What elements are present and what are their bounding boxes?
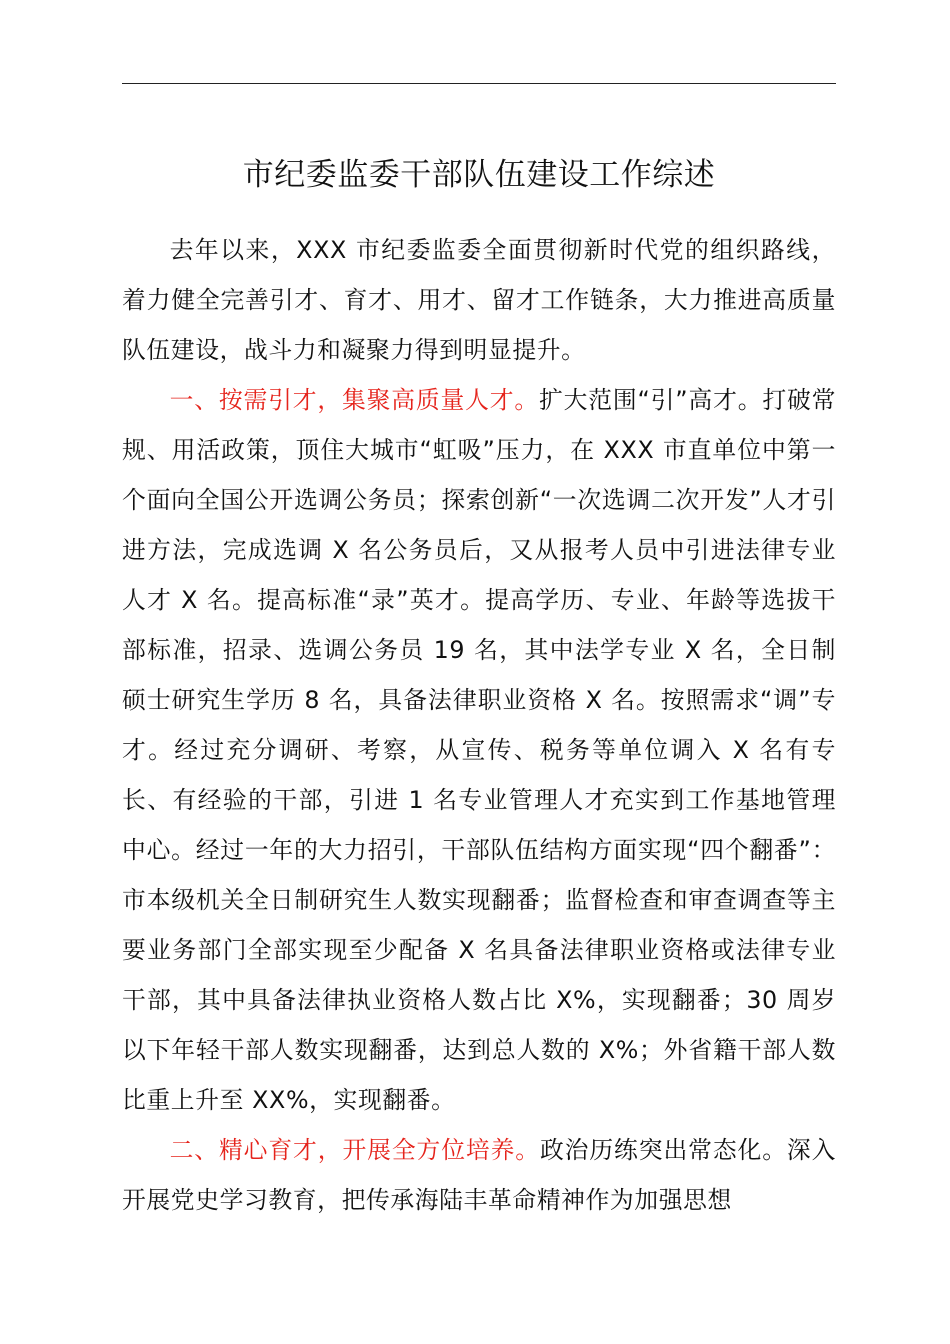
section-2-text: 政治历练突出常态化。深入开展党史学习教育，把传承海陆丰革命精神作为加强思想 xyxy=(122,1136,836,1214)
document-body xyxy=(122,225,836,1225)
intro-paragraph xyxy=(122,225,836,375)
paragraph-text: 去年以来，XXX 市纪委监委全面贯彻新时代党的组织路线，着力健全完善引才、育才、用才、留才工作链条，大力推进高质量队伍建设，战斗力和凝聚力得到明显提升。 xyxy=(122,236,836,364)
section-1-text: 扩大范围“引”高才。打破常规、用活政策，顶住大城市“虹吸”压力，在 XXX 市直单位中第一个面向全国公开选调公务员；探索创新“一次选调二次开发”人才引进方法，完成选调 X 名公务员后，又从报考人员中引进法律专业人才 X 名。提高标准“录”英才。提高学历、专业、年龄等选拔干部标准，招录、选调公务员 19 名，其中法学专业 X 名，全日制硕士研究生学历 8 名，具备法律职业资格 X 名。按照需求“调”专才。经过充分调研、考察，从宣传、税务等单位调入 X 名有专长、有经验的干部，引进 1 名专业管理人才充实到工作基地管理中心。经过一年的大力招引，干部队伍结构方面实现“四个翻番”：市本级机关全日制研究生人数实现翻番；监督检查和审查调查等主要业务部门全部实现至少配备 X 名具备法律职业资格或法律专业干部，其中具备法律执业资格人数占比 X%，实现翻番；30 周岁以下年轻干部人数实现翻番，达到总人数的 X%；外省籍干部人数比重上升至 XX%，实现翻番。 xyxy=(122,386,837,1114)
header-rule xyxy=(122,83,836,84)
section-1-paragraph xyxy=(122,375,836,1125)
document-title: 市纪委监委干部队伍建设工作综述 xyxy=(242,157,716,193)
section-2-paragraph xyxy=(122,1125,836,1225)
section-2-heading: 二、精心育才，开展全方位培养。 xyxy=(169,1136,540,1164)
section-1-heading: 一、按需引才，集聚高质量人才。 xyxy=(169,386,540,414)
